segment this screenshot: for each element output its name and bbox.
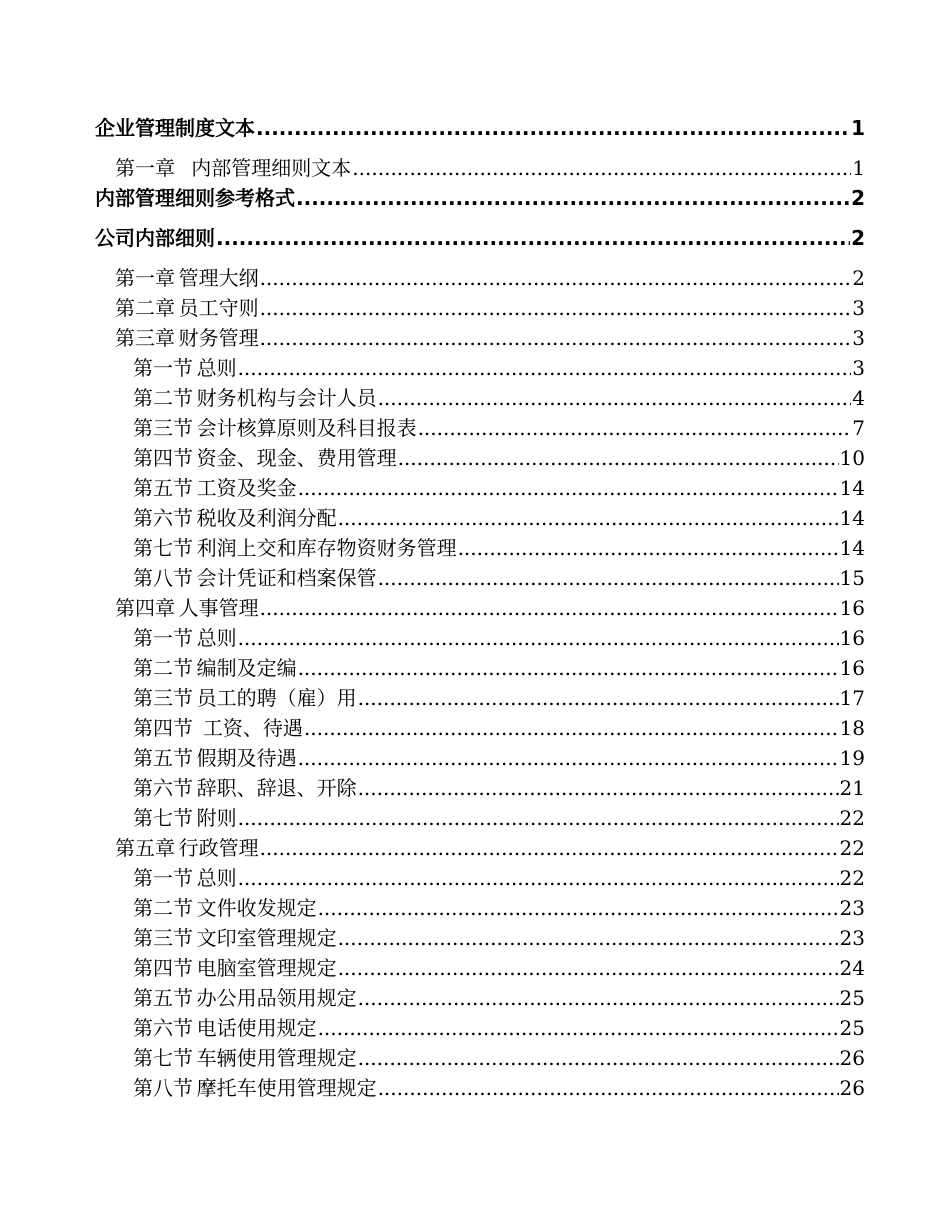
toc-entry-title: 第一章 内部管理细则文本	[115, 156, 352, 180]
toc-dot-leader	[378, 1076, 839, 1100]
toc-entry-page-number: 3	[852, 356, 865, 380]
toc-dot-leader	[358, 686, 839, 710]
toc-entry-page-number: 10	[839, 446, 865, 470]
toc-entry-title: 第一节 总则	[133, 356, 237, 380]
toc-entry-page-number: 24	[839, 956, 865, 980]
toc-entry-page-number: 19	[839, 746, 865, 770]
toc-dot-leader	[418, 416, 852, 440]
toc-entry-title: 第五章 行政管理	[115, 836, 259, 860]
toc-entry-page-number: 23	[839, 926, 865, 950]
toc-entry-title: 第一节 总则	[133, 866, 237, 890]
toc-entry-page-number: 15	[839, 566, 865, 590]
toc-entry-title: 第四节 电脑室管理规定	[133, 956, 337, 980]
toc-dot-leader	[458, 536, 839, 560]
toc-entry-level-2[interactable]	[95, 152, 865, 182]
toc-dot-leader	[260, 596, 839, 620]
toc-dot-leader	[398, 446, 839, 470]
toc-dot-leader	[358, 1046, 839, 1070]
toc-entry-page-number: 1	[851, 116, 865, 140]
toc-entry-page-number: 3	[852, 296, 865, 320]
toc-entry-page-number: 7	[852, 416, 865, 440]
toc-entry-title: 第三章 财务管理	[115, 326, 259, 350]
toc-entry-level-3[interactable]	[95, 892, 865, 922]
toc-entry-page-number: 14	[839, 506, 865, 530]
toc-entry-page-number: 14	[839, 476, 865, 500]
toc-dot-leader	[238, 356, 852, 380]
toc-dot-leader	[298, 476, 839, 500]
toc-entry-level-3[interactable]	[95, 652, 865, 682]
toc-entry-page-number: 1	[852, 156, 865, 180]
toc-dot-leader	[352, 156, 851, 180]
toc-entry-title: 第二节 编制及定编	[133, 656, 297, 680]
toc-dot-leader	[338, 926, 839, 950]
toc-entry-page-number: 2	[851, 186, 865, 210]
toc-entry-page-number: 23	[839, 896, 865, 920]
toc-dot-leader	[260, 326, 852, 350]
toc-entry-page-number: 18	[839, 716, 865, 740]
toc-entry-title: 第八节 会计凭证和档案保管	[133, 566, 377, 590]
toc-dot-leader	[260, 836, 839, 860]
toc-entry-title: 第五节 工资及奖金	[133, 476, 297, 500]
toc-entry-level-3[interactable]	[95, 922, 865, 952]
toc-entry-title: 第三节 员工的聘（雇）用	[133, 686, 357, 710]
toc-entry-level-2[interactable]	[95, 832, 865, 862]
toc-entry-level-2[interactable]	[95, 592, 865, 622]
toc-entry-level-3[interactable]	[95, 502, 865, 532]
toc-dot-leader	[216, 226, 850, 250]
toc-entry-title: 第一节 总则	[133, 626, 237, 650]
toc-entry-level-3[interactable]	[95, 472, 865, 502]
toc-entry-level-3[interactable]	[95, 1072, 865, 1102]
toc-dot-leader	[260, 296, 852, 320]
toc-entry-title: 第四节 工资、待遇	[133, 716, 303, 740]
toc-entry-page-number: 2	[851, 226, 865, 250]
toc-entry-level-1[interactable]	[95, 182, 865, 222]
toc-dot-leader	[298, 746, 839, 770]
toc-entry-level-3[interactable]	[95, 1012, 865, 1042]
toc-entry-page-number: 22	[839, 806, 865, 830]
toc-dot-leader	[358, 776, 839, 800]
toc-dot-leader	[238, 866, 839, 890]
toc-entry-level-3[interactable]	[95, 682, 865, 712]
toc-entry-title: 公司内部细则	[95, 226, 215, 250]
toc-entry-page-number: 16	[839, 656, 865, 680]
toc-entry-level-3[interactable]	[95, 412, 865, 442]
toc-entry-title: 第五节 办公用品领用规定	[133, 986, 357, 1010]
toc-entry-title: 第一章 管理大纲	[115, 266, 259, 290]
toc-dot-leader	[296, 186, 850, 210]
toc-entry-page-number: 17	[839, 686, 865, 710]
toc-dot-leader	[358, 986, 839, 1010]
toc-entry-level-3[interactable]	[95, 982, 865, 1012]
toc-entry-level-3[interactable]	[95, 1042, 865, 1072]
toc-entry-page-number: 26	[839, 1076, 865, 1100]
toc-entry-title: 第四节 资金、现金、费用管理	[133, 446, 397, 470]
toc-entry-title: 第七节 附则	[133, 806, 237, 830]
toc-entry-level-3[interactable]	[95, 742, 865, 772]
toc-entry-title: 内部管理细则参考格式	[95, 186, 295, 210]
toc-entry-title: 第六节 辞职、辞退、开除	[133, 776, 357, 800]
toc-entry-page-number: 4	[852, 386, 865, 410]
toc-entry-page-number: 2	[852, 266, 865, 290]
table-of-contents	[95, 112, 865, 1102]
toc-entry-title: 第七节 利润上交和库存物资财务管理	[133, 536, 457, 560]
toc-entry-title: 企业管理制度文本	[95, 116, 255, 140]
toc-entry-title: 第五节 假期及待遇	[133, 746, 297, 770]
toc-dot-leader	[378, 566, 839, 590]
toc-dot-leader	[304, 716, 839, 740]
toc-entry-level-3[interactable]	[95, 562, 865, 592]
toc-entry-title: 第六节 电话使用规定	[133, 1016, 317, 1040]
toc-entry-level-3[interactable]	[95, 712, 865, 742]
toc-entry-level-3[interactable]	[95, 622, 865, 652]
toc-dot-leader	[238, 806, 839, 830]
toc-dot-leader	[338, 506, 839, 530]
toc-entry-title: 第二节 文件收发规定	[133, 896, 317, 920]
toc-dot-leader	[318, 1016, 839, 1040]
toc-entry-level-2[interactable]	[95, 262, 865, 292]
toc-entry-title: 第四章 人事管理	[115, 596, 259, 620]
toc-dot-leader	[238, 626, 839, 650]
toc-entry-level-3[interactable]	[95, 442, 865, 472]
toc-entry-level-3[interactable]	[95, 952, 865, 982]
toc-entry-title: 第八节 摩托车使用管理规定	[133, 1076, 377, 1100]
toc-entry-level-2[interactable]	[95, 292, 865, 322]
toc-entry-page-number: 22	[839, 836, 865, 860]
toc-entry-page-number: 22	[839, 866, 865, 890]
toc-entry-page-number: 25	[839, 1016, 865, 1040]
toc-entry-level-3[interactable]	[95, 772, 865, 802]
toc-entry-title: 第六节 税收及利润分配	[133, 506, 337, 530]
toc-entry-level-3[interactable]	[95, 532, 865, 562]
toc-entry-level-1[interactable]	[95, 112, 865, 152]
toc-entry-title: 第二节 财务机构与会计人员	[133, 386, 377, 410]
toc-entry-title: 第七节 车辆使用管理规定	[133, 1046, 357, 1070]
toc-entry-page-number: 21	[839, 776, 865, 800]
toc-entry-level-2[interactable]	[95, 322, 865, 352]
toc-entry-title: 第三节 会计核算原则及科目报表	[133, 416, 417, 440]
toc-entry-page-number: 25	[839, 986, 865, 1010]
toc-entry-level-3[interactable]	[95, 352, 865, 382]
toc-entry-page-number: 26	[839, 1046, 865, 1070]
toc-dot-leader	[318, 896, 839, 920]
toc-entry-title: 第二章 员工守则	[115, 296, 259, 320]
toc-entry-page-number: 3	[852, 326, 865, 350]
toc-dot-leader	[256, 116, 850, 140]
toc-entry-page-number: 16	[839, 626, 865, 650]
toc-entry-level-3[interactable]	[95, 802, 865, 832]
toc-dot-leader	[378, 386, 852, 410]
toc-entry-level-3[interactable]	[95, 382, 865, 412]
toc-entry-page-number: 14	[839, 536, 865, 560]
toc-dot-leader	[338, 956, 839, 980]
toc-entry-title: 第三节 文印室管理规定	[133, 926, 337, 950]
toc-dot-leader	[260, 266, 852, 290]
toc-dot-leader	[298, 656, 839, 680]
toc-entry-page-number: 16	[839, 596, 865, 620]
toc-entry-level-3[interactable]	[95, 862, 865, 892]
toc-entry-level-1[interactable]	[95, 222, 865, 262]
